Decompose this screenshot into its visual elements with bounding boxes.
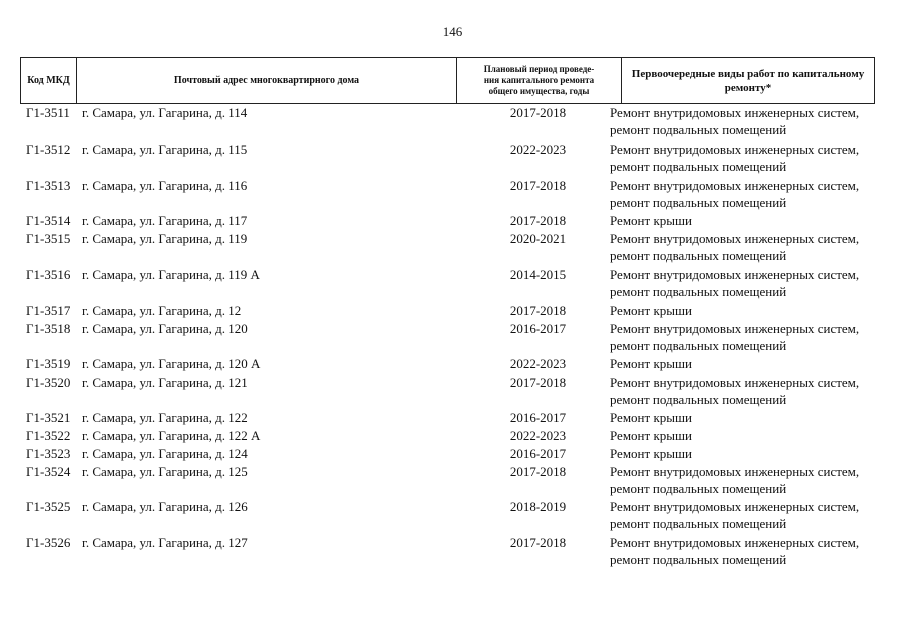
- row-code: Г1-3523: [26, 446, 71, 461]
- row-period: 2017-2018: [509, 178, 567, 193]
- header-period-line: общего имущества, годы: [488, 86, 590, 96]
- row-works: [610, 104, 875, 138]
- header-works-line: ремонту*: [724, 81, 772, 94]
- row-works-line: ремонт подвальных помещений: [610, 159, 787, 174]
- row-address: г. Самара, ул. Гагарина, д. 120 А: [82, 356, 261, 371]
- row-works: [610, 409, 875, 426]
- row-address: г. Самара, ул. Гагарина, д. 117: [82, 213, 248, 228]
- row-works-line: Ремонт крыши: [610, 356, 692, 371]
- row-code: Г1-3518: [26, 321, 71, 336]
- row-address: г. Самара, ул. Гагарина, д. 115: [82, 142, 248, 157]
- row-works-line: Ремонт крыши: [610, 213, 692, 228]
- row-works-line: Ремонт крыши: [610, 410, 692, 425]
- row-works-line: ремонт подвальных помещений: [610, 284, 787, 299]
- header-code: Код МКД: [27, 74, 70, 86]
- row-address: г. Самара, ул. Гагарина, д. 124: [82, 446, 248, 461]
- row-works: [610, 374, 875, 408]
- row-period: 2017-2018: [509, 303, 567, 318]
- row-code: Г1-3525: [26, 499, 71, 514]
- row-period: 2017-2018: [509, 464, 567, 479]
- row-period: 2022-2023: [509, 428, 567, 443]
- page-number: 146: [442, 24, 463, 39]
- row-code: Г1-3522: [26, 428, 71, 443]
- row-code: Г1-3515: [26, 231, 71, 246]
- row-period: 2016-2017: [509, 446, 567, 461]
- row-works: [610, 534, 875, 568]
- row-works-line: Ремонт внутридомовых инженерных систем,: [610, 142, 860, 157]
- header-works: [622, 58, 874, 103]
- header-period: [457, 58, 621, 103]
- row-period: 2016-2017: [509, 410, 567, 425]
- header-address: Почтовый адрес многоквартирного дома: [173, 74, 360, 86]
- row-code: Г1-3511: [26, 105, 70, 120]
- row-works: [610, 302, 875, 319]
- row-address: г. Самара, ул. Гагарина, д. 116: [82, 178, 248, 193]
- row-works-line: ремонт подвальных помещений: [610, 195, 787, 210]
- row-works-line: Ремонт внутридомовых инженерных систем,: [610, 464, 860, 479]
- row-code: Г1-3519: [26, 356, 71, 371]
- row-works-line: Ремонт крыши: [610, 446, 692, 461]
- row-works: [610, 355, 875, 372]
- row-code: Г1-3516: [26, 267, 71, 282]
- row-period: 2014-2015: [509, 267, 567, 282]
- row-code: Г1-3521: [26, 410, 71, 425]
- row-address: г. Самара, ул. Гагарина, д. 12: [82, 303, 242, 318]
- row-works-line: Ремонт внутридомовых инженерных систем,: [610, 321, 860, 336]
- row-works: [610, 498, 875, 532]
- header-period-line: ния капитального ремонта: [483, 75, 595, 85]
- row-code: Г1-3513: [26, 178, 71, 193]
- row-address: г. Самара, ул. Гагарина, д. 126: [82, 499, 248, 514]
- row-works-line: ремонт подвальных помещений: [610, 481, 787, 496]
- row-works-line: Ремонт крыши: [610, 428, 692, 443]
- row-period: 2017-2018: [509, 535, 567, 550]
- row-code: Г1-3514: [26, 213, 71, 228]
- row-works: [610, 230, 875, 264]
- row-works: [610, 463, 875, 497]
- row-works-line: ремонт подвальных помещений: [610, 552, 787, 567]
- header-works-line: Первоочередные виды работ по капитальному: [631, 67, 865, 80]
- row-works-line: Ремонт внутридомовых инженерных систем,: [610, 105, 860, 120]
- row-period: 2016-2017: [509, 321, 567, 336]
- row-works-line: Ремонт внутридомовых инженерных систем,: [610, 231, 860, 246]
- row-address: г. Самара, ул. Гагарина, д. 122: [82, 410, 248, 425]
- row-address: г. Самара, ул. Гагарина, д. 127: [82, 535, 248, 550]
- row-code: Г1-3524: [26, 464, 71, 479]
- row-works: [610, 320, 875, 354]
- row-period: 2017-2018: [509, 213, 567, 228]
- row-address: г. Самара, ул. Гагарина, д. 119: [82, 231, 248, 246]
- row-works-line: Ремонт крыши: [610, 303, 692, 318]
- row-period: 2022-2023: [509, 142, 567, 157]
- row-address: г. Самара, ул. Гагарина, д. 119 А: [82, 267, 260, 282]
- row-works-line: Ремонт внутридомовых инженерных систем,: [610, 267, 860, 282]
- row-works: [610, 445, 875, 462]
- row-period: 2020-2021: [509, 231, 567, 246]
- row-period: 2022-2023: [509, 356, 567, 371]
- row-works-line: ремонт подвальных помещений: [610, 338, 787, 353]
- row-code: Г1-3526: [26, 535, 71, 550]
- row-period: 2017-2018: [509, 375, 567, 390]
- row-address: г. Самара, ул. Гагарина, д. 120: [82, 321, 248, 336]
- header-period-line: Плановый период проведе-: [483, 64, 595, 74]
- row-address: г. Самара, ул. Гагарина, д. 125: [82, 464, 248, 479]
- row-works-line: Ремонт внутридомовых инженерных систем,: [610, 178, 860, 193]
- row-code: Г1-3512: [26, 142, 71, 157]
- row-works-line: ремонт подвальных помещений: [610, 248, 787, 263]
- row-works-line: Ремонт внутридомовых инженерных систем,: [610, 499, 860, 514]
- table-header: [20, 57, 875, 104]
- row-period: 2018-2019: [509, 499, 567, 514]
- row-works-line: Ремонт внутридомовых инженерных систем,: [610, 375, 860, 390]
- row-works: [610, 266, 875, 300]
- row-code: Г1-3517: [26, 303, 71, 318]
- row-works: [610, 177, 875, 211]
- row-works-line: ремонт подвальных помещений: [610, 516, 787, 531]
- row-works: [610, 141, 875, 175]
- row-period: 2017-2018: [509, 105, 567, 120]
- row-address: г. Самара, ул. Гагарина, д. 114: [82, 105, 248, 120]
- row-works-line: Ремонт внутридомовых инженерных систем,: [610, 535, 860, 550]
- row-works: [610, 212, 875, 229]
- row-works: [610, 427, 875, 444]
- row-works-line: ремонт подвальных помещений: [610, 392, 787, 407]
- row-address: г. Самара, ул. Гагарина, д. 121: [82, 375, 248, 390]
- row-address: г. Самара, ул. Гагарина, д. 122 А: [82, 428, 261, 443]
- row-works-line: ремонт подвальных помещений: [610, 122, 787, 137]
- row-code: Г1-3520: [26, 375, 71, 390]
